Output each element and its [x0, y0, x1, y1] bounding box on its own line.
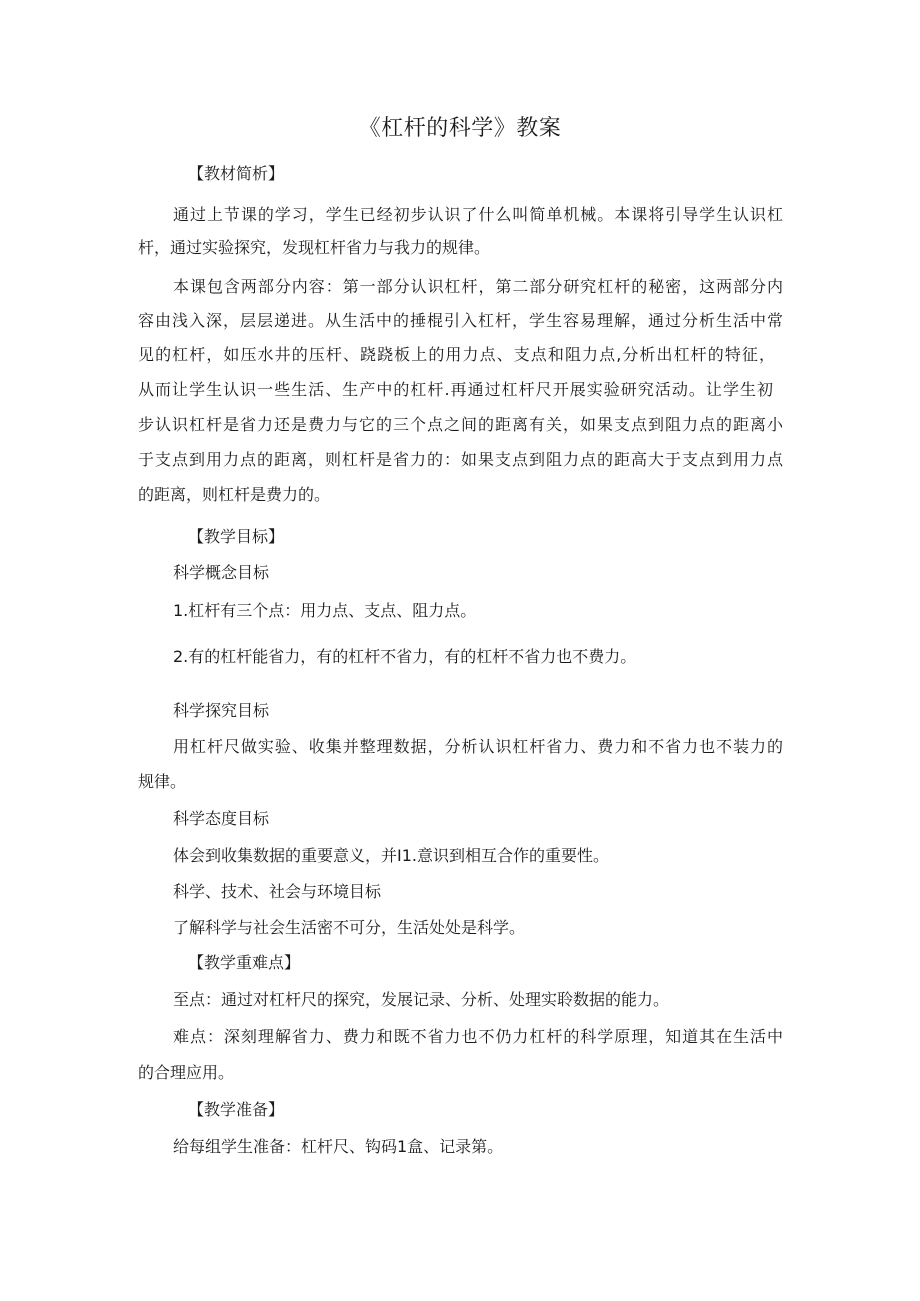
goals-heading: 【教学目标】	[188, 527, 285, 546]
inquiry-goals-line-1: 用杠杆尺做实验、收集并整理数据，分析认识杠杆省力、费力和不省力也不装力的	[173, 737, 783, 756]
attitude-goals-text: 体会到收集数据的重要意义，并I1.意识到相互合作的重要性。	[173, 846, 609, 865]
document-title: 《杠杆的科学》教案	[358, 116, 562, 141]
difficulty-line-2: 的合理应用。	[138, 1063, 235, 1082]
paragraph-2-line-3: 见的杠杆，如压水井的压杆、跷跷板上的用力点、支点和阻力点,分析出杠杆的特征，	[138, 345, 775, 364]
key-point-text: 至点：通过对杠杆尺的探究，发展记录、分析、处理实聆数据的能力。	[173, 990, 670, 1009]
attitude-goals-heading: 科学态度目标	[173, 809, 270, 828]
paragraph-2-line-2: 容由浅入深，层层递进。从生活中的捶棍引入杠杆，学生容易理解，通过分析生活中常	[138, 311, 783, 330]
inquiry-goals-heading: 科学探究目标	[173, 701, 270, 720]
preparation-heading: 【教学准备】	[188, 1100, 285, 1119]
concept-goals-heading: 科学概念目标	[173, 563, 270, 582]
concept-goal-2: 2.有的杠杆能省力，有的杠杆不省力，有的杠杆不省力也不费力。	[173, 647, 637, 666]
paragraph-2-line-7: 的距离，则杠杆是费力的。	[138, 485, 331, 504]
concept-goal-1: 1.杠杆有三个点：用力点、支点、阻力点。	[173, 601, 477, 620]
key-points-heading: 【教学重难点】	[188, 953, 301, 972]
paragraph-2-line-6: 于支点到用力点的距离，则杠杆是省力的：如果支点到阻力点的距高大于支点到用力点	[138, 450, 783, 469]
sts-goals-text: 了解科学与社会生活密不可分，生活处处是科学。	[173, 918, 526, 937]
difficulty-line-1: 难点：深刻理解省力、费力和既不省力也不仍力杠杆的科学原理，知道其在生活中	[173, 1027, 783, 1046]
paragraph-1-line-2: 杆，通过实验探究，发现杠杆省力与我力的规律。	[138, 238, 491, 257]
preparation-text: 给每组学生准备：杠杆尺、钩码1盒、记录第。	[173, 1137, 504, 1156]
paragraph-1-line-1: 通过上节课的学习，学生已经初步认识了什么叫简单机械。本课将引导学生认识杠	[173, 205, 783, 224]
sts-goals-heading: 科学、技术、社会与环境目标	[173, 882, 382, 901]
paragraph-2-line-5: 步认识杠杆是省力还是费力与它的三个点之间的距离有关，如果支点到阻力点的距离小	[138, 415, 783, 434]
paragraph-2-line-1: 本课包含两部分内容：第一部分认识杠杆，第二部分研究杠杆的秘密，这两部分内	[173, 277, 783, 296]
inquiry-goals-line-2: 规律。	[138, 772, 187, 791]
paragraph-2-line-4: 从而让学生认识一些生活、生产中的杠杆.再通过杠杆尺开展实验研究活动。让学生初	[138, 380, 773, 399]
materials-heading: 【教材简析】	[188, 164, 285, 183]
